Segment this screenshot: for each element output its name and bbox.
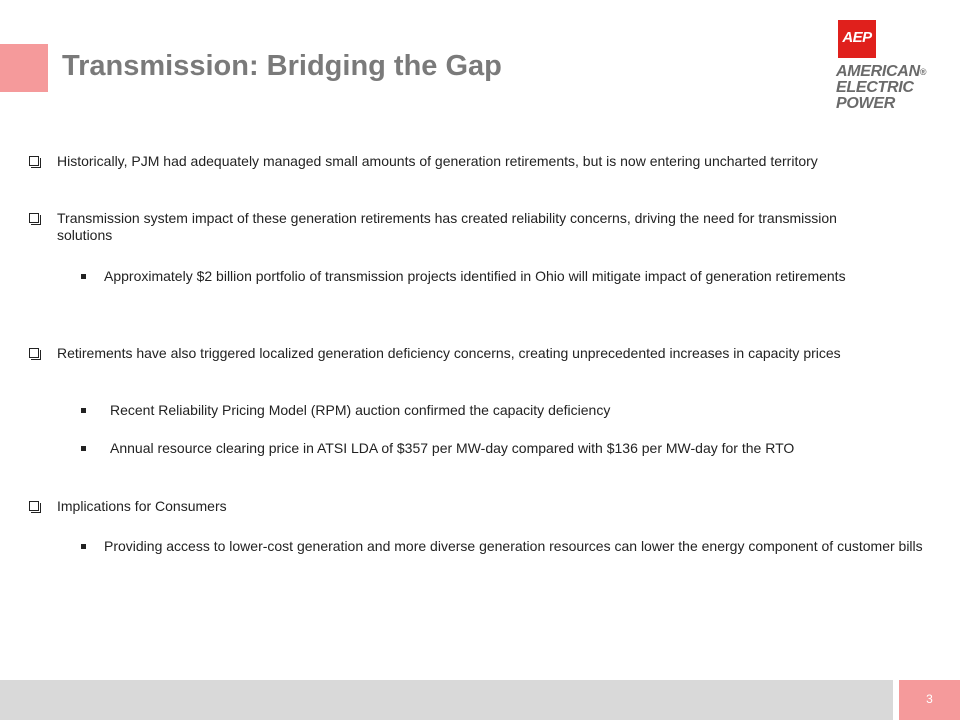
registered-mark: ® [919, 67, 927, 77]
sub-bullet-item [110, 402, 910, 419]
footer-bar [0, 680, 893, 720]
page-number: 3 [926, 692, 933, 706]
logo-line-electric: ELECTRIC [836, 79, 914, 96]
logo-mark-text: AEP [842, 29, 872, 46]
bullet-text: Transmission system impact of these generation retirements has created reliability concerns, driving the need for transmission solutions [57, 210, 837, 243]
page-title: Transmission: Bridging the Gap [62, 50, 502, 82]
sub-bullet-item [104, 268, 904, 285]
square-bullet-icon [81, 544, 86, 549]
square-bullet-icon [81, 408, 86, 413]
checkbox-bullet-icon [29, 213, 39, 223]
square-bullet-icon [81, 446, 86, 451]
square-bullet-icon [81, 274, 86, 279]
sub-bullet-item [110, 440, 910, 457]
logo-line-power: POWER [836, 95, 895, 112]
bullet-text: Retirements have also triggered localized generation deficiency concerns, creating unprecedented increases in capacity prices [57, 345, 841, 361]
page-number-box [899, 680, 960, 720]
bullet-item [57, 498, 907, 515]
checkbox-bullet-icon [29, 348, 39, 358]
bullet-text: Implications for Consumers [57, 498, 227, 514]
bullet-item [57, 345, 907, 362]
sub-bullet-text: Recent Reliability Pricing Model (RPM) auction confirmed the capacity deficiency [110, 402, 611, 418]
bullet-item [57, 210, 877, 244]
sub-bullet-text: Approximately $2 billion portfolio of transmission projects identified in Ohio will mitigate impact of generation retirements [104, 268, 846, 284]
checkbox-bullet-icon [29, 156, 39, 166]
checkbox-bullet-icon [29, 501, 39, 511]
sub-bullet-text: Annual resource clearing price in ATSI LDA of $357 per MW-day compared with $136 per MW-day for the RTO [110, 440, 795, 456]
logo-word-american: AMERICAN [836, 63, 920, 80]
sub-bullet-item [104, 538, 944, 555]
bullet-item [57, 153, 937, 170]
bullet-text: Historically, PJM had adequately managed small amounts of generation retirements, but is now entering uncharted territory [57, 153, 818, 169]
sub-bullet-text: Providing access to lower-cost generation and more diverse generation resources can lower the energy component of customer bills [104, 538, 923, 554]
